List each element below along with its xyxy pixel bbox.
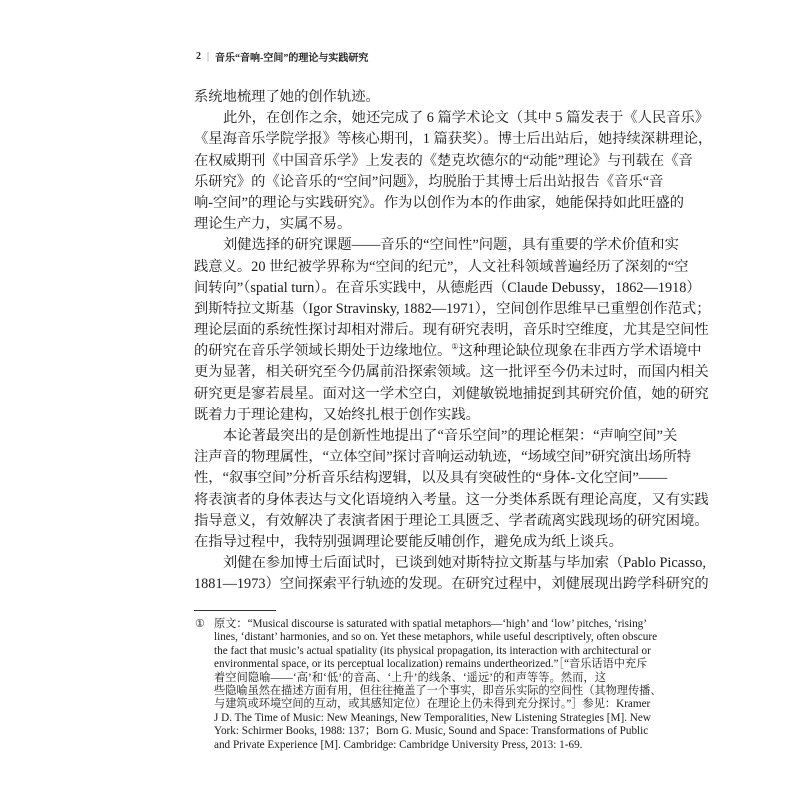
- text-line: 间转向”（spatial turn）。在音乐实践中，从德彪西（Claude Debussy，1862—1918）: [194, 279, 701, 296]
- footnote-line: York: Schirmer Books, 1988: 137；Born G. Music, Sound and Space: Transformations of Public: [214, 725, 649, 738]
- running-title: 音乐“音响-空间”的理论与实践研究: [215, 53, 369, 64]
- text-line: 理论生产力，实属不易。: [194, 216, 352, 233]
- text-line: 刘健选择的研究课题——音乐的“空间性”问题，具有重要的学术价值和实: [223, 237, 679, 254]
- text-line: 乐研究》的《论音乐的“空间”问题》，均脱胎于其博士后出站报告《音乐“音: [194, 173, 664, 190]
- page-number: 2: [196, 51, 201, 62]
- footnote-line: 些隐喻虽然在描述方面有用，但往往掩盖了一个事实，即音乐实际的空间性（其物理传播、: [214, 684, 662, 697]
- footnote-line: 着空间隐喻——‘高’和‘低’的音高、‘上升’的线条、‘遥远’的和声等等。然而，这: [214, 671, 606, 684]
- paragraph: [194, 87, 606, 108]
- text-line: 指导意义，有效解决了表演者困于理论工具匮乏、学者疏离实践现场的研究困境。: [194, 512, 709, 529]
- footnote-line: lines, ‘distant’ harmonies, and so on. Yet these metaphors, while useful descriptively, often obscure: [214, 631, 658, 644]
- header-separator: |: [207, 51, 210, 62]
- paragraph: [194, 426, 709, 553]
- text-line: 既着力于理论建构，又始终扎根于创作实践。: [194, 406, 480, 423]
- footnote-reference[interactable]: ①: [451, 342, 459, 352]
- footnote-line: environmental space, or its perceptual localization) remains undertheorized.”［“音乐话语中充斥: [214, 658, 648, 671]
- text-line: 1881—1973）空间探索平行轨迹的发现。在研究过程中，刘健展现出跨学科研究的: [194, 576, 709, 593]
- text-line: 刘健在参加博士后面试时，已谈到她对斯特拉文斯基与毕加索（Pablo Picasso,: [223, 555, 706, 572]
- footnote-line: 与建筑或环境空间的互动，或其感知定位）在理论上仍未得到充分探讨。”］参见：Kramer: [214, 698, 651, 711]
- running-header: [196, 49, 368, 64]
- footnote-line: the fact that music’s actual spatiality (its physical propagation, its interaction with architectural or: [214, 644, 651, 657]
- text-line: 到斯特拉文斯基（Igor Stravinsky, 1882—1971），空间创作思维早已重塑创作范式；: [194, 300, 711, 317]
- text-line: 在权威期刊《中国音乐学》上发表的《楚克坎德尔的“动能”理论》与刊载在《音: [194, 152, 693, 169]
- footnote-line: 原文：“Musical discourse is saturated with spatial metaphors—‘high’ and ‘low’ pitches, ‘rising’: [214, 618, 648, 630]
- footnote-line: and Private Experience [M]. Cambridge: Cambridge University Press, 2013: 1-69.: [214, 738, 583, 751]
- text-line: 在指导过程中，我特别强调理论要能反哺创作，避免成为纸上谈兵。: [194, 533, 623, 550]
- text-line: 注声音的物理属性，“立体空间”探讨音响运动轨迹，“场域空间”研究演出场所特: [194, 449, 692, 466]
- text-line: 系统地梳理了她的创作轨迹。: [194, 89, 380, 105]
- text-line: 更为显著，相关研究至今仍属前沿探索领域。这一批评至今仍未过时，而国内相关: [194, 364, 709, 381]
- text-line: 践意义。20 世纪被学界称为“空间的纪元”，人文社科领域普遍经历了深刻的“空: [194, 258, 689, 275]
- text-line: 将表演者的身体表达与文化语境纳入考量。这一分类体系既有理论高度，又有实践: [194, 491, 709, 508]
- footnote-line: J D. The Time of Music: New Meanings, New Temporalities, New Listening Strategies [M]. New: [214, 711, 651, 724]
- footnote-marker: ①: [195, 618, 206, 630]
- text-line: 性，“叙事空间”分析音乐结构逻辑，以及具有突破性的“身体-文化空间”——: [194, 470, 668, 487]
- text-line: 《星海音乐学院学报》等核心期刊，1 篇获奖）。博士后出站后，她持续深耕理论，: [194, 131, 713, 148]
- text-line: 此外，在创作之余，她还完成了 6 篇学术论文（其中 5 篇发表于《人民音乐》: [223, 110, 710, 127]
- text-line: 本论著最突出的是创新性地提出了“音乐空间”的理论框架：“声响空间”关: [223, 428, 678, 444]
- text-line: 的研究在音乐学领域长期处于边缘地位。①这种理论缺位现象在非西方学术语境中: [194, 342, 702, 360]
- footnote: [194, 618, 662, 752]
- text-line: 研究更是寥若晨星。面对这一学术空白，刘健敏锐地捕捉到其研究价值，她的研究: [194, 385, 709, 402]
- paragraph: [194, 235, 711, 426]
- paragraph: [194, 553, 709, 595]
- body-text: [194, 87, 713, 596]
- text-line: 理论层面的系统性探讨却相对滞后。现有研究表明，音乐时空维度，尤其是空间性: [194, 322, 709, 339]
- paragraph: [194, 108, 713, 235]
- footnote-divider: [194, 610, 276, 611]
- text-line: 响-空间”的理论与实践研究》。作为以创作为本的作曲家，她能保持如此旺盛的: [194, 194, 685, 211]
